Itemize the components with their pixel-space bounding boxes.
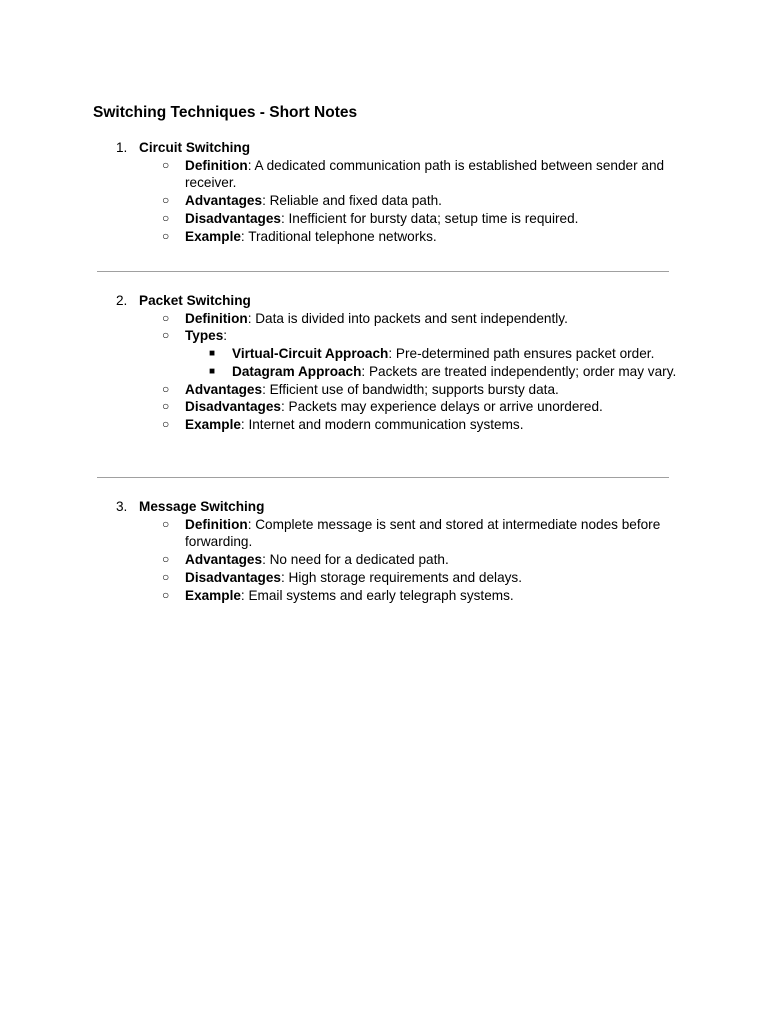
list-item bbox=[0, 569, 685, 587]
section-number: 1. bbox=[116, 140, 128, 155]
filled-square-bullet-icon: ■ bbox=[209, 365, 216, 377]
item-key: Types bbox=[185, 328, 224, 344]
item-text: : Efficient use of bandwidth; supports bursty data. bbox=[262, 381, 559, 397]
hollow-circle-bullet-icon: ○ bbox=[162, 310, 170, 325]
list-item bbox=[0, 416, 685, 434]
item-key: Example bbox=[185, 587, 241, 603]
item-text: : Packets are treated independently; order may vary. bbox=[361, 363, 677, 379]
page-title: Switching Techniques - Short Notes bbox=[93, 104, 358, 121]
section-number: 2. bbox=[116, 293, 128, 308]
item-key: Definition bbox=[185, 516, 248, 532]
section-heading bbox=[0, 498, 768, 516]
item-text: : bbox=[223, 328, 228, 344]
item-text: : Inefficient for bursty data; setup time is required. bbox=[280, 210, 579, 226]
item-text: : Internet and modern communication systems. bbox=[240, 416, 524, 432]
section-message-switching bbox=[0, 498, 768, 604]
item-key: Advantages bbox=[185, 381, 263, 397]
item-text: : Packets may experience delays or arrive unordered. bbox=[280, 399, 603, 415]
hollow-circle-bullet-icon: ○ bbox=[162, 552, 170, 567]
filled-square-bullet-icon: ■ bbox=[209, 348, 216, 360]
item-key: Advantages bbox=[185, 193, 263, 209]
list-item bbox=[0, 516, 685, 551]
list-item bbox=[0, 157, 685, 192]
hollow-circle-bullet-icon: ○ bbox=[162, 399, 170, 414]
item-key: Disadvantages bbox=[185, 399, 281, 415]
hollow-circle-bullet-icon: ○ bbox=[162, 228, 170, 243]
item-text: : Data is divided into packets and sent independently. bbox=[247, 310, 568, 326]
list-item bbox=[0, 381, 685, 399]
section-title: Message Switching bbox=[139, 499, 265, 514]
list-item bbox=[0, 327, 685, 345]
item-key: Disadvantages bbox=[185, 210, 281, 226]
list-item bbox=[0, 210, 685, 228]
section-heading bbox=[0, 292, 768, 310]
section-packet-switching bbox=[0, 292, 768, 434]
item-key: Definition bbox=[185, 157, 248, 173]
hollow-circle-bullet-icon: ○ bbox=[162, 587, 170, 602]
horizontal-divider bbox=[97, 271, 669, 272]
list-item bbox=[0, 228, 685, 246]
item-key: Advantages bbox=[185, 552, 263, 568]
list-item bbox=[0, 192, 685, 210]
hollow-circle-bullet-icon: ○ bbox=[162, 210, 170, 225]
item-key: Datagram Approach bbox=[232, 363, 362, 379]
hollow-circle-bullet-icon: ○ bbox=[162, 328, 170, 343]
hollow-circle-bullet-icon: ○ bbox=[162, 416, 170, 431]
list-item bbox=[0, 310, 685, 328]
item-key: Disadvantages bbox=[185, 569, 281, 585]
section-circuit-switching bbox=[0, 139, 768, 245]
hollow-circle-bullet-icon: ○ bbox=[162, 381, 170, 396]
sub-list-item bbox=[0, 363, 677, 381]
hollow-circle-bullet-icon: ○ bbox=[162, 516, 170, 531]
item-text: : Reliable and fixed data path. bbox=[262, 193, 442, 209]
horizontal-divider bbox=[97, 477, 669, 478]
item-text: : Pre-determined path ensures packet order. bbox=[388, 346, 655, 362]
item-text: : No need for a dedicated path. bbox=[262, 552, 449, 568]
item-key: Virtual-Circuit Approach bbox=[232, 346, 389, 362]
list-item bbox=[0, 398, 685, 416]
section-heading bbox=[0, 139, 768, 157]
item-key: Example bbox=[185, 228, 241, 244]
item-key: Definition bbox=[185, 310, 248, 326]
item-key: Example bbox=[185, 416, 241, 432]
list-item bbox=[0, 587, 685, 605]
section-title: Circuit Switching bbox=[139, 140, 251, 155]
section-title: Packet Switching bbox=[139, 293, 251, 308]
item-text: : A dedicated communication path is established between sender and receiver. bbox=[185, 157, 665, 191]
item-text: : Complete message is sent and stored at intermediate nodes before forwarding. bbox=[185, 516, 661, 550]
list-item bbox=[0, 551, 685, 569]
hollow-circle-bullet-icon: ○ bbox=[162, 157, 170, 172]
section-number: 3. bbox=[116, 499, 128, 514]
item-text: : Traditional telephone networks. bbox=[240, 228, 437, 244]
hollow-circle-bullet-icon: ○ bbox=[162, 569, 170, 584]
hollow-circle-bullet-icon: ○ bbox=[162, 193, 170, 208]
sub-list-item bbox=[0, 345, 677, 363]
item-text: : High storage requirements and delays. bbox=[280, 569, 522, 585]
item-text: : Email systems and early telegraph systems. bbox=[240, 587, 514, 603]
